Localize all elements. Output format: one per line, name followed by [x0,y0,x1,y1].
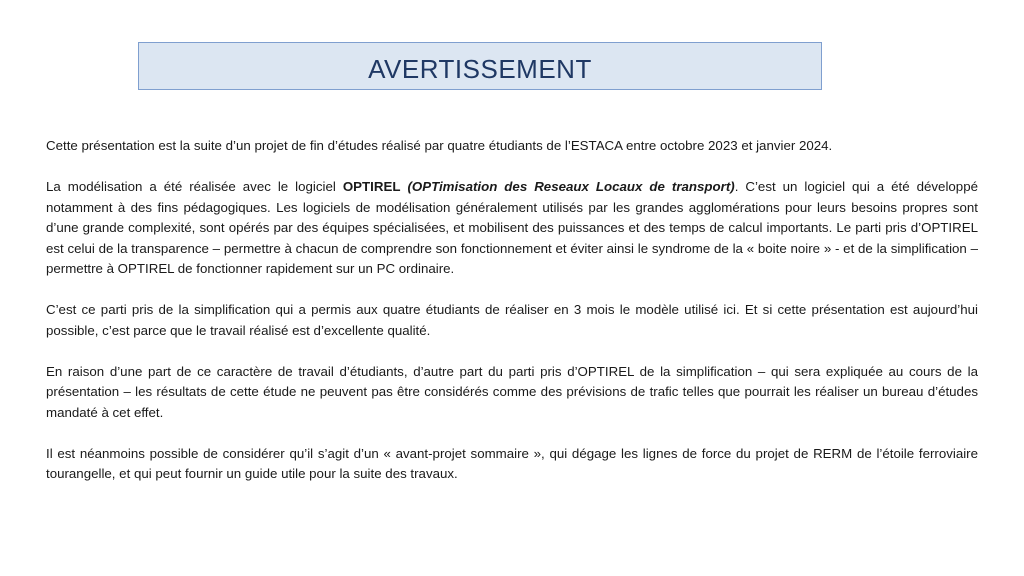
document-body [46,136,978,505]
paragraph-simplification: C’est ce parti pris de la simplification qui a permis aux quatre étudiants de réaliser en 3 mois le modèle utilisé ici. Et si cette présentation est aujourd’hui possible, c’est parce que le travail réalisé est d’excellente qualité. [46,302,978,338]
software-name: OPTIREL [342,179,401,194]
paragraph-conclusion: Il est néanmoins possible de considérer qu’il s’agit d’un « avant-projet sommaire », qui dégage les lignes de force du projet de RERM de l’étoile ferroviaire tourangelle, et qui peut fournir un guide utile pour la suite des travaux. [46,445,978,481]
modelisation-text-pre: La modélisation a été réalisée avec le logiciel [46,179,343,194]
paragraph-modelisation [46,177,978,280]
title-box [138,42,822,90]
software-expansion: (OPTimisation des Reseaux Locaux de transport) [407,179,735,194]
modelisation-text-post: . C’est un logiciel qui a été développé notamment à des fins pédagogiques. Les logiciels de modélisation généralement utilisés par les grandes agglomérations pour leurs besoins propres sont d’une grande complexité, sont opérés par des équipes spécialisées, et mobilisent des puissances et des temps de calcul importants. Le parti pris d’OPTIREL est celui de la transparence – permettre à chacun de comprendre son fonctionnement et éviter ainsi le syndrome de la « boite noire » - et de la simplification – permettre à OPTIREL de fonctionner rapidement sur un PC ordinaire. [46,179,978,276]
paragraph-limitations: En raison d’une part de ce caractère de travail d’étudiants, d’autre part du parti pris d’OPTIREL de la simplification – qui sera expliquée au cours de la présentation – les résultats de cette étude ne peuvent pas être considérés comme des prévisions de trafic telles que pourrait les réaliser un bureau d’études mandaté à cet effet. [46,363,978,420]
page-title: AVERTISSEMENT [368,53,592,84]
paragraph-intro: Cette présentation est la suite d’un projet de fin d’études réalisé par quatre étudiants de l’ESTACA entre octobre 2023 et janvier 2024. [46,138,833,153]
